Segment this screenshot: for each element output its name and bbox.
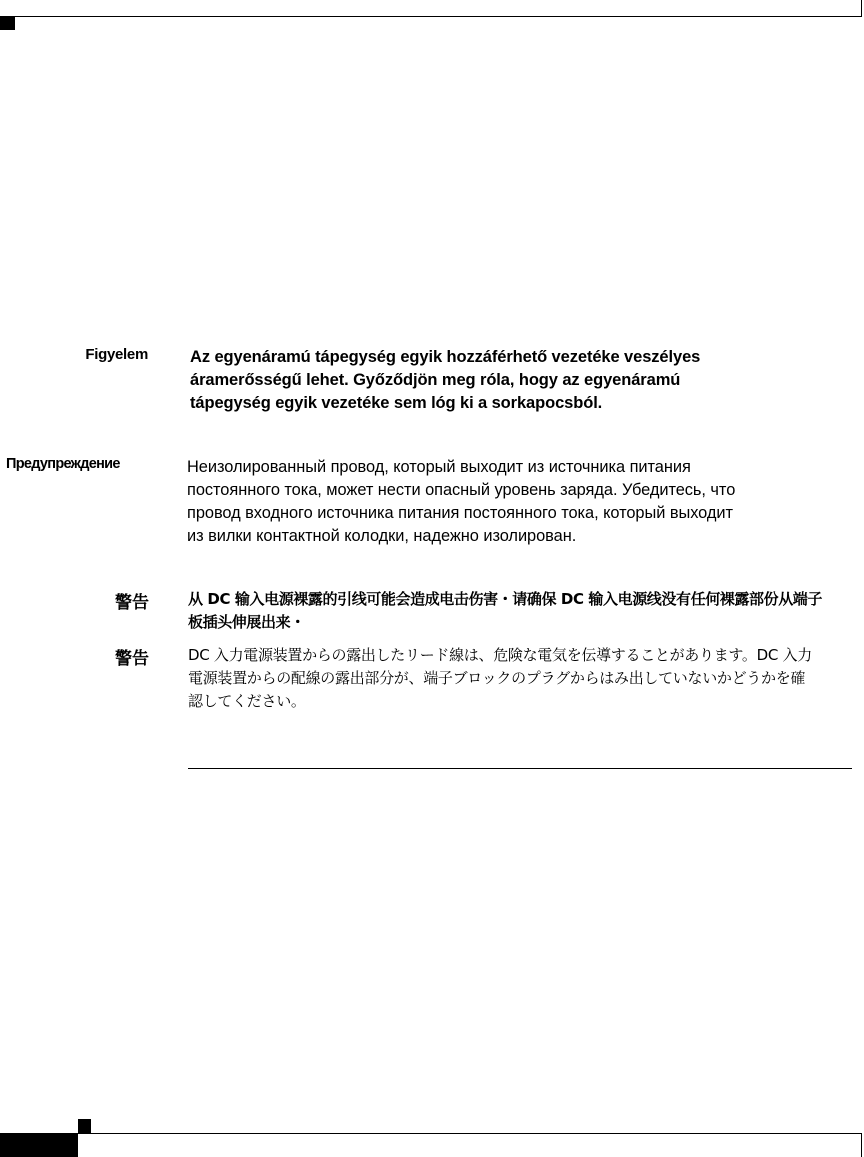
warning-line: 認してください。 (188, 692, 306, 710)
warning-russian (0, 456, 864, 546)
footer-corner-tick (861, 1133, 862, 1157)
warning-label: Figyelem (85, 346, 148, 363)
warning-line: Неизолированный провод, который выходит из источника питания (187, 458, 691, 476)
warning-japanese (0, 644, 864, 716)
footer-page-tab (0, 1133, 78, 1157)
warning-text (188, 644, 852, 713)
warning-line: 電源装置からの配線の露出部分が、端子ブロックのプラグからはみ出していないかどうかを確 (188, 669, 806, 687)
warning-text (187, 456, 847, 548)
warning-line: постоянного тока, может нести опасный уровень заряда. Убедитесь, что (187, 481, 736, 499)
header-corner-tick (861, 0, 862, 17)
warning-line: провод входного источника питания постоянного тока, который выходит (187, 504, 733, 522)
warning-chinese (0, 588, 864, 632)
footer-rule (0, 1133, 862, 1134)
warning-line: 从 DC 输入电源裸露的引线可能会造成电击伤害・请确保 DC 输入电源线没有任何裸露部份从端子 (188, 590, 823, 608)
warning-line: tápegység egyik vezetéke sem lóg ki a sorkapocsból. (190, 394, 603, 412)
section-divider (188, 768, 852, 769)
warning-line: из вилки контактной колодки, надежно изолирован. (187, 527, 577, 545)
header-rule (0, 16, 862, 17)
warning-label: 警告 (115, 593, 149, 613)
warning-text (190, 346, 830, 415)
warning-text (188, 588, 852, 634)
footer-marker (78, 1119, 91, 1133)
warning-label: 警告 (115, 649, 149, 669)
warning-line: 板插头伸展出来・ (188, 613, 305, 631)
warning-line: áramerősségű lehet. Győződjön meg róla, hogy az egyenáramú (190, 371, 681, 389)
warning-label: Предупреждение (6, 456, 120, 472)
warning-line: DC 入力電源装置からの露出したリード線は、危険な電気を伝導することがあります。DC 入力 (188, 646, 812, 664)
warning-line: Az egyenáramú tápegység egyik hozzáférhető vezetéke veszélyes (190, 348, 701, 366)
header-marker (0, 17, 15, 30)
warning-hungarian (0, 346, 864, 416)
